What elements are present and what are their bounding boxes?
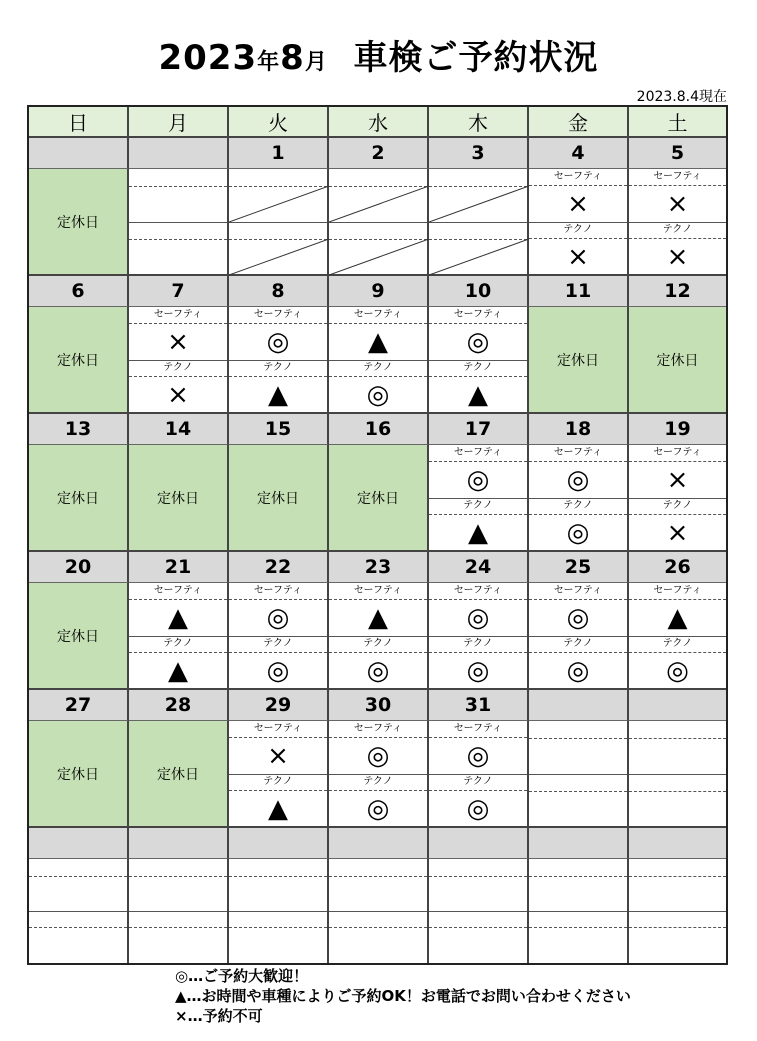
closed-label: 定休日 (656, 352, 699, 369)
slot-first (429, 721, 527, 775)
date-number (629, 690, 726, 721)
availability-mark: ▲ (667, 603, 688, 633)
slot-first (329, 721, 427, 775)
slot-label: テクノ (629, 498, 726, 515)
slot-label: テクノ (229, 360, 327, 377)
date-number (29, 828, 129, 859)
availability-mark: ◎ (266, 327, 290, 357)
date-number (529, 828, 629, 859)
date-number: 11 (529, 276, 629, 307)
slot-second (329, 360, 427, 413)
slot-label: セーフティ (629, 583, 726, 600)
cell-line (429, 911, 527, 912)
slot-second (229, 636, 327, 689)
slot-first (629, 583, 726, 637)
cell-line (629, 738, 726, 739)
reservation-cell (429, 721, 529, 828)
title-year: 2023 (158, 38, 258, 78)
date-number: 21 (129, 552, 229, 583)
availability-mark: × (167, 327, 189, 357)
diagonal-slash (329, 169, 429, 276)
unavailable-cell (429, 169, 529, 276)
closed-day-cell (29, 307, 129, 414)
slot-first (529, 169, 627, 223)
slot-first (429, 307, 527, 361)
title-text: 車検ご予約状況 (353, 38, 599, 78)
closed-day-cell (229, 445, 329, 552)
slot-second (429, 636, 527, 689)
availability-mark: ◎ (566, 603, 590, 633)
availability-mark: ◎ (566, 518, 590, 548)
date-number: 18 (529, 414, 629, 445)
closed-day-cell (329, 445, 429, 552)
title-month-suffix: 月 (304, 50, 328, 75)
weekday-header: 火 (229, 107, 329, 138)
reservation-cell (229, 307, 329, 414)
date-number: 12 (629, 276, 726, 307)
cell-line (129, 927, 227, 928)
cell-line (529, 927, 627, 928)
slot-label: テクノ (229, 636, 327, 653)
date-number: 26 (629, 552, 726, 583)
slot-first (429, 583, 527, 637)
availability-mark: ▲ (368, 603, 388, 633)
slot-label: セーフティ (229, 307, 327, 324)
empty-cell (329, 859, 429, 963)
slot-label: テクノ (629, 222, 726, 239)
empty-cell (229, 859, 329, 963)
reservation-cell (429, 583, 529, 690)
slot-first (629, 169, 726, 223)
empty-cell (29, 859, 129, 963)
unavailable-cell (229, 169, 329, 276)
slot-second (329, 636, 427, 689)
reservation-cell (629, 169, 726, 276)
availability-mark: × (666, 518, 689, 548)
date-number (629, 828, 726, 859)
page-title (0, 30, 757, 79)
cell-line (529, 791, 627, 792)
availability-mark: ◎ (466, 465, 490, 495)
availability-mark: ◎ (366, 380, 390, 410)
as-of-date: 2023.8.4現在 (636, 89, 727, 105)
slot-label: テクノ (329, 774, 427, 791)
slot-first (229, 721, 327, 775)
reservation-cell (329, 583, 429, 690)
cell-line (129, 222, 227, 223)
slot-second (629, 636, 726, 689)
slot-second (229, 360, 327, 413)
date-number (129, 138, 229, 169)
availability-mark: ▲ (468, 518, 488, 548)
availability-mark: × (567, 189, 589, 219)
slot-label: テクノ (529, 498, 627, 515)
cell-line (129, 876, 227, 877)
closed-label: 定休日 (57, 766, 99, 783)
date-number (29, 138, 129, 169)
availability-mark: × (666, 465, 689, 495)
reservation-cell (429, 445, 529, 552)
date-number: 14 (129, 414, 229, 445)
date-number: 29 (229, 690, 329, 721)
date-number: 10 (429, 276, 529, 307)
weekday-header: 木 (429, 107, 529, 138)
availability-mark: ▲ (168, 603, 188, 633)
closed-label: 定休日 (57, 352, 99, 369)
availability-mark: × (567, 242, 589, 272)
slot-label: テクノ (529, 636, 627, 653)
slot-second (129, 360, 227, 413)
cell-line (429, 927, 527, 928)
cell-line (329, 876, 427, 877)
date-number: 8 (229, 276, 329, 307)
slot-first (229, 307, 327, 361)
availability-mark: ◎ (466, 656, 490, 686)
empty-cell (629, 721, 726, 828)
closed-label: 定休日 (257, 490, 299, 507)
slot-second (129, 636, 227, 689)
slot-second (529, 498, 627, 551)
closed-label: 定休日 (57, 214, 99, 231)
diagonal-slash (229, 169, 329, 276)
slot-label: セーフティ (329, 721, 427, 738)
slot-label: セーフティ (329, 583, 427, 600)
title-month: 8 (280, 38, 305, 78)
closed-day-cell (29, 721, 129, 828)
date-number: 1 (229, 138, 329, 169)
date-number: 6 (29, 276, 129, 307)
reservation-cell (629, 445, 726, 552)
slot-label: テクノ (429, 360, 527, 377)
availability-mark: ▲ (368, 327, 388, 357)
reservation-cell (129, 583, 229, 690)
slot-label: テクノ (329, 360, 427, 377)
weekday-header: 月 (129, 107, 229, 138)
reservation-cell (529, 583, 629, 690)
closed-day-cell (29, 583, 129, 690)
availability-mark: ◎ (566, 465, 590, 495)
availability-mark: ◎ (666, 656, 689, 686)
availability-mark: ▲ (268, 794, 288, 824)
date-number: 2 (329, 138, 429, 169)
closed-label: 定休日 (57, 628, 99, 645)
date-number: 16 (329, 414, 429, 445)
date-number: 24 (429, 552, 529, 583)
slot-first (229, 583, 327, 637)
cell-line (129, 186, 227, 187)
availability-mark: ◎ (366, 741, 390, 771)
closed-day-cell (29, 445, 129, 552)
date-number: 23 (329, 552, 429, 583)
slot-label: セーフティ (629, 445, 726, 462)
availability-mark: × (666, 242, 689, 272)
slot-first (129, 583, 227, 637)
legend (175, 966, 631, 1026)
date-number: 13 (29, 414, 129, 445)
reservation-cell (229, 583, 329, 690)
slot-label: セーフティ (129, 583, 227, 600)
availability-mark: ◎ (366, 656, 390, 686)
slot-label: セーフティ (429, 583, 527, 600)
date-number (329, 828, 429, 859)
date-number (529, 690, 629, 721)
slot-second (629, 222, 726, 275)
cell-line (229, 927, 327, 928)
slot-label: テクノ (129, 360, 227, 377)
closed-day-cell (529, 307, 629, 414)
slot-first (329, 307, 427, 361)
slot-second (429, 774, 527, 827)
reservation-cell (329, 721, 429, 828)
date-number: 20 (29, 552, 129, 583)
closed-label: 定休日 (357, 490, 399, 507)
cell-line (29, 927, 127, 928)
slot-label: セーフティ (229, 721, 327, 738)
date-number: 31 (429, 690, 529, 721)
date-number (129, 828, 229, 859)
date-number: 27 (29, 690, 129, 721)
availability-mark: ◎ (466, 794, 490, 824)
closed-day-cell (629, 307, 726, 414)
cell-line (629, 791, 726, 792)
cell-line (129, 911, 227, 912)
reservation-cell (229, 721, 329, 828)
cell-line (129, 239, 227, 240)
slot-label: テクノ (429, 498, 527, 515)
closed-label: 定休日 (557, 352, 599, 369)
empty-cell (629, 859, 726, 963)
closed-day-cell (129, 445, 229, 552)
empty-cell (529, 859, 629, 963)
slot-label: セーフティ (529, 583, 627, 600)
title-year-suffix: 年 (257, 50, 281, 75)
empty-cell (129, 169, 229, 276)
slot-first (629, 445, 726, 499)
cell-line (629, 876, 726, 877)
availability-mark: × (666, 189, 689, 219)
availability-mark: ▲ (268, 380, 288, 410)
date-number: 3 (429, 138, 529, 169)
slot-label: セーフティ (629, 169, 726, 186)
slot-label: テクノ (329, 636, 427, 653)
slot-label: セーフティ (429, 307, 527, 324)
slot-label: テクノ (429, 636, 527, 653)
weekday-header: 水 (329, 107, 429, 138)
cell-line (29, 911, 127, 912)
availability-mark: ◎ (466, 603, 490, 633)
slot-label: セーフティ (429, 445, 527, 462)
calendar-grid (27, 105, 728, 965)
availability-mark: × (267, 741, 289, 771)
reservation-cell (629, 583, 726, 690)
slot-first (529, 583, 627, 637)
closed-label: 定休日 (57, 490, 99, 507)
date-number: 28 (129, 690, 229, 721)
availability-mark: × (167, 380, 189, 410)
cell-line (429, 876, 527, 877)
slot-first (429, 445, 527, 499)
date-number: 22 (229, 552, 329, 583)
date-number: 17 (429, 414, 529, 445)
slot-first (329, 583, 427, 637)
slot-label: セーフティ (129, 307, 227, 324)
unavailable-cell (329, 169, 429, 276)
legend-item-ok: ◎…ご予約大歓迎！ (175, 967, 309, 985)
availability-mark: ◎ (266, 603, 290, 633)
reservation-cell (529, 445, 629, 552)
weekday-header: 金 (529, 107, 629, 138)
slot-label: セーフティ (329, 307, 427, 324)
reservation-cell (329, 307, 429, 414)
slot-second (329, 774, 427, 827)
date-number (229, 828, 329, 859)
cell-line (629, 774, 726, 775)
diagonal-slash (429, 169, 529, 276)
date-number: 30 (329, 690, 429, 721)
closed-label: 定休日 (157, 490, 199, 507)
cell-line (629, 927, 726, 928)
empty-cell (529, 721, 629, 828)
slot-label: テクノ (529, 222, 627, 239)
slot-first (129, 307, 227, 361)
availability-mark: ◎ (266, 656, 290, 686)
closed-day-cell (129, 721, 229, 828)
weekday-header: 日 (29, 107, 129, 138)
cell-line (29, 876, 127, 877)
slot-second (429, 498, 527, 551)
date-number: 4 (529, 138, 629, 169)
date-number: 15 (229, 414, 329, 445)
cell-line (229, 876, 327, 877)
slot-label: セーフティ (429, 721, 527, 738)
empty-cell (129, 859, 229, 963)
date-number: 7 (129, 276, 229, 307)
legend-item-call: ▲…お時間や車種によりご予約OK！お電話でお問い合わせください (175, 987, 631, 1005)
date-number (429, 828, 529, 859)
date-number: 19 (629, 414, 726, 445)
slot-label: テクノ (229, 774, 327, 791)
closed-day-cell (29, 169, 129, 276)
date-number: 9 (329, 276, 429, 307)
availability-mark: ▲ (168, 656, 188, 686)
availability-mark: ▲ (468, 380, 488, 410)
slot-label: セーフティ (529, 169, 627, 186)
cell-line (529, 774, 627, 775)
slot-second (429, 360, 527, 413)
slot-second (629, 498, 726, 551)
cell-line (229, 911, 327, 912)
empty-cell (429, 859, 529, 963)
reservation-cell (529, 169, 629, 276)
slot-label: セーフティ (229, 583, 327, 600)
availability-mark: ◎ (566, 656, 590, 686)
weekday-header: 土 (629, 107, 726, 138)
slot-second (229, 774, 327, 827)
slot-label: テクノ (629, 636, 726, 653)
cell-line (329, 911, 427, 912)
reservation-cell (129, 307, 229, 414)
slot-label: セーフティ (529, 445, 627, 462)
cell-line (329, 927, 427, 928)
availability-mark: ◎ (366, 794, 390, 824)
cell-line (529, 911, 627, 912)
reservation-cell (429, 307, 529, 414)
slot-second (529, 222, 627, 275)
closed-label: 定休日 (157, 766, 199, 783)
cell-line (629, 911, 726, 912)
availability-mark: ◎ (466, 741, 490, 771)
date-number: 25 (529, 552, 629, 583)
availability-mark: ◎ (466, 327, 490, 357)
cell-line (529, 876, 627, 877)
slot-label: テクノ (129, 636, 227, 653)
slot-first (529, 445, 627, 499)
cell-line (529, 738, 627, 739)
date-number: 5 (629, 138, 726, 169)
slot-second (529, 636, 627, 689)
slot-label: テクノ (429, 774, 527, 791)
legend-item-unavailable: ×…予約不可 (175, 1007, 263, 1025)
